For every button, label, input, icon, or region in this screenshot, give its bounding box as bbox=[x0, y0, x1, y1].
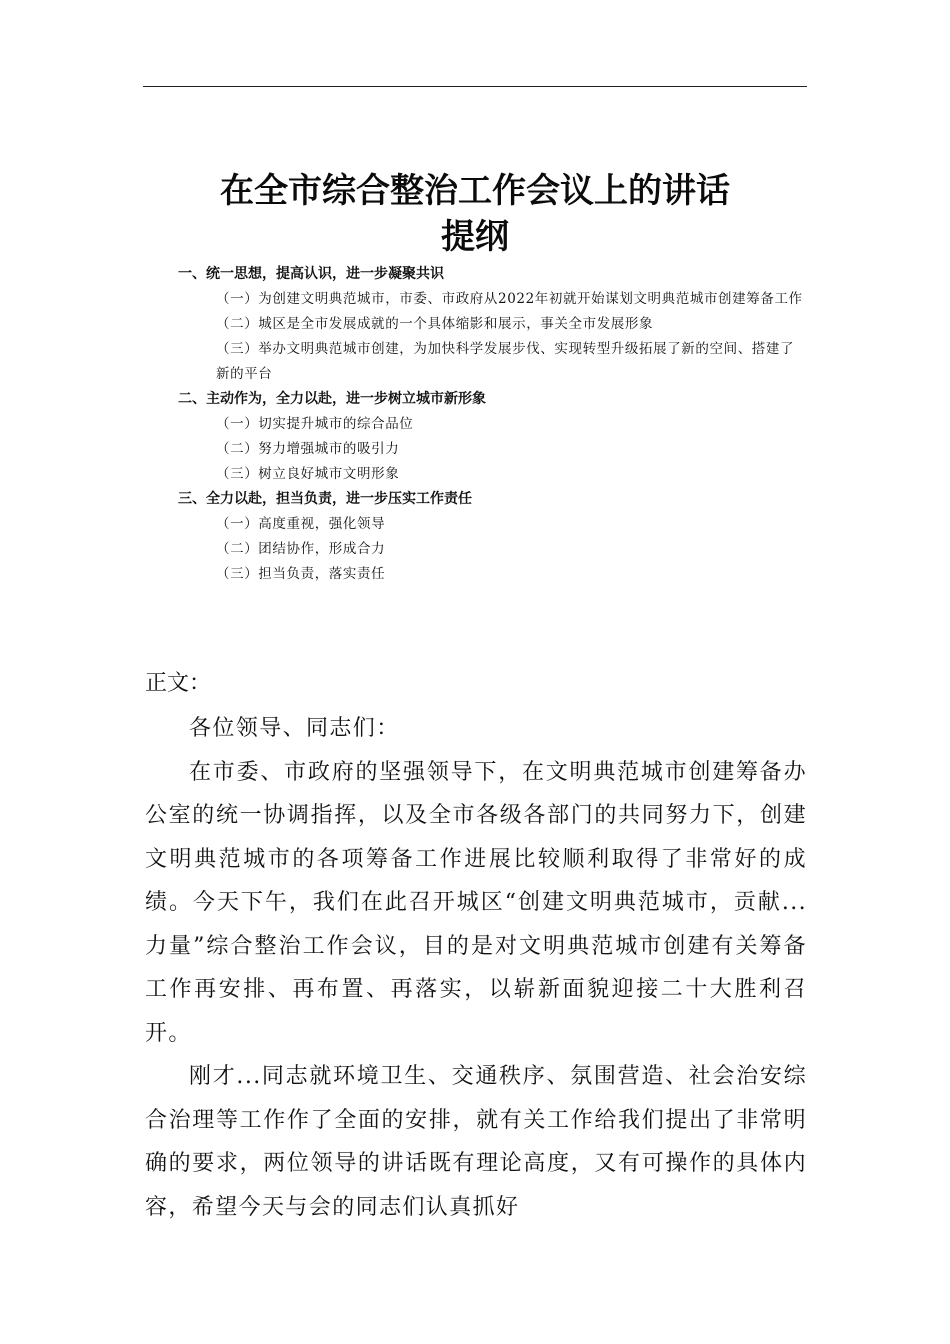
body-paragraph: 在市委、市政府的坚强领导下，在文明典范城市创建筹备办公室的统一协调指挥，以及全市各级各部门的共同努力下，创建文明典范城市的各项筹备工作进展比较顺利取得了非常好的成绩。今天下午，我们在此召开城区“创建文明典范城市，贡献...力量”综合整治工作会议，目的是对文明典范城市创建有关筹备工作再安排、再布置、再落实，以崭新面貌迎接二十大胜利召开。 bbox=[145, 759, 807, 1046]
header-rule bbox=[143, 86, 807, 87]
salutation: 各位领导、同志们： bbox=[189, 716, 400, 741]
outline-item: （二）努力增强城市的吸引力 bbox=[216, 441, 400, 457]
outline-item: （三）举办文明典范城市创建，为加快科学发展步伐、实现转型升级拓展了新的空间、搭建了新的平台 bbox=[216, 341, 795, 382]
outline-section bbox=[178, 487, 808, 587]
outline-item: （一）为创建文明典范城市，市委、市政府从2022年初就开始谋划文明典范城市创建筹备工作 bbox=[216, 291, 803, 307]
document-title: 在全市综合整治工作会议上的讲话 bbox=[220, 171, 730, 211]
document-subtitle: 提纲 bbox=[441, 217, 509, 257]
outline-item: （二）团结协作，形成合力 bbox=[216, 541, 386, 557]
outline-item: （三）树立良好城市文明形象 bbox=[216, 466, 400, 482]
outline-item: （一）切实提升城市的综合品位 bbox=[216, 416, 414, 432]
outline bbox=[178, 262, 808, 587]
outline-heading: 三、全力以赴，担当负责，进一步压实工作责任 bbox=[178, 491, 472, 507]
outline-item: （三）担当负责，落实责任 bbox=[216, 566, 386, 582]
outline-section bbox=[178, 262, 808, 387]
outline-section bbox=[178, 387, 808, 487]
body-text bbox=[145, 707, 807, 1229]
outline-heading: 一、统一思想，提高认识，进一步凝聚共识 bbox=[178, 266, 444, 282]
outline-item: （二）城区是全市发展成就的一个具体缩影和展示，事关全市发展形象 bbox=[216, 316, 654, 332]
body-label: 正文： bbox=[145, 671, 212, 696]
body-paragraph: 刚才...同志就环境卫生、交通秩序、氛围营造、社会治安综合治理等工作作了全面的安排，就有关工作给我们提出了非常明确的要求，两位领导的讲话既有理论高度，又有可操作的具体内容，希望今天与会的同志们认真抓好 bbox=[145, 1064, 807, 1220]
outline-item: （一）高度重视，强化领导 bbox=[216, 516, 386, 532]
outline-heading: 二、主动作为，全力以赴，进一步树立城市新形象 bbox=[178, 391, 486, 407]
